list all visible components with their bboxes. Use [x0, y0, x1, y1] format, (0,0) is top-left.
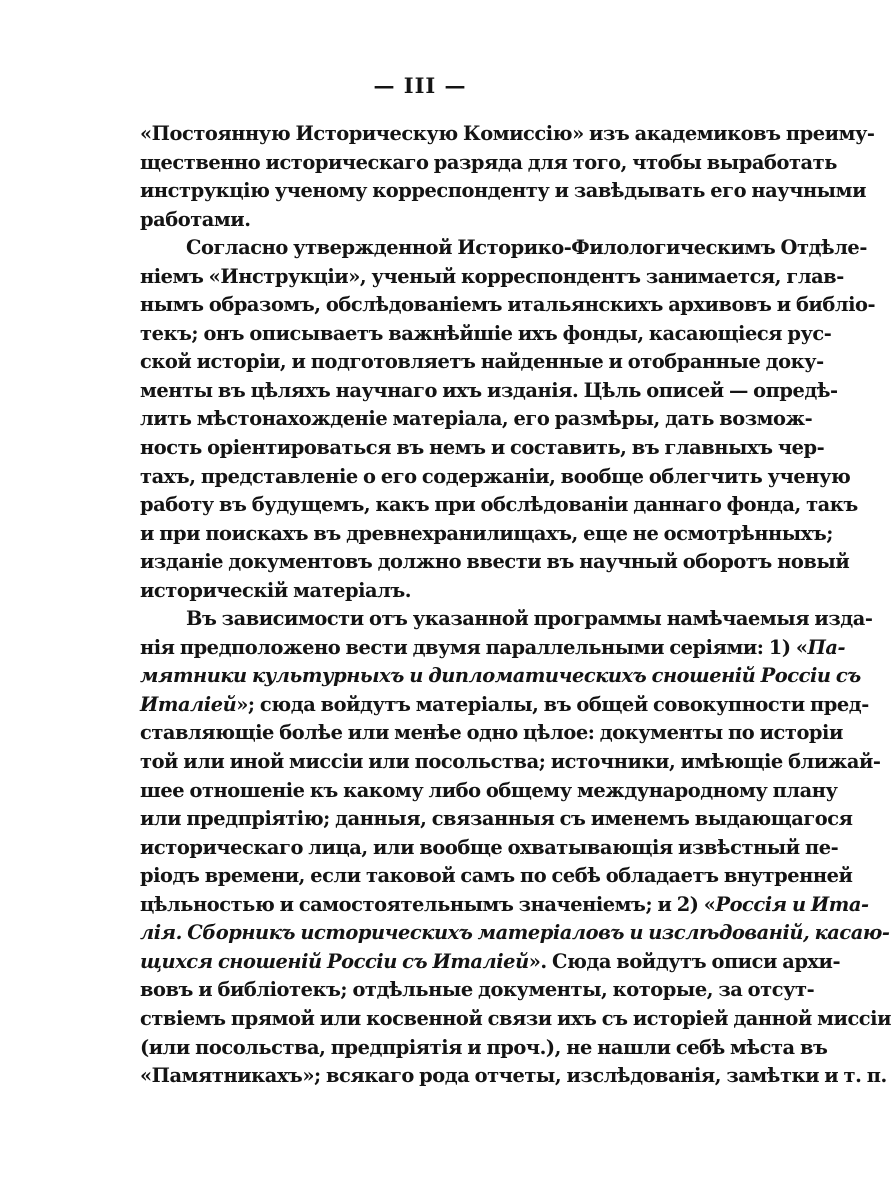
text-line: Согласно утвержденной Историко-Филологическимъ Отдѣле-: [186, 236, 867, 260]
text-line: Въ зависимости отъ указанной программы намѣчаемыя изда-: [186, 607, 873, 631]
text-line: тахъ, представленіе о его содержаніи, вообще облегчить ученую: [140, 464, 851, 488]
text-line: изданіе документовъ должно ввести въ научный оборотъ новый: [140, 550, 850, 574]
text-line: цѣльностью и самостоятельнымъ значеніемъ; и 2) «Россія и Ита-: [140, 892, 869, 916]
text-line: работу въ будущемъ, какъ при обслѣдованіи даннаго фонда, такъ: [140, 493, 858, 517]
text-line: (или посольства, предпріятія и проч.), не нашли себѣ мѣста въ: [140, 1035, 828, 1059]
body-text: [140, 120, 891, 1091]
text-line: ніемъ «Инструкціи», ученый корреспондентъ занимается, глав-: [140, 264, 844, 288]
text-line: ность оріентироваться въ немъ и составить, въ главныхъ чер-: [140, 436, 825, 460]
text-line: менты въ цѣляхъ научнаго ихъ изданія. Цѣль описей — опредѣ-: [140, 378, 838, 402]
text-line: нія предположено вести двумя параллельными серіями: 1) «Па-: [140, 635, 846, 659]
text-line: текъ; онъ описываетъ важнѣйшіе ихъ фонды, касающіеся рус-: [140, 321, 832, 345]
text-line: и при поискахъ въ древнехранилищахъ, еще не осмотрѣнныхъ;: [140, 521, 833, 545]
text-line: щественно историческаго разряда для того, чтобы выработать: [140, 150, 837, 174]
text-line: шее отношеніе къ какому либо общему международному плану: [140, 778, 838, 802]
text-line: работами.: [140, 207, 251, 231]
page-number: — III —: [373, 73, 467, 98]
text-line: ставляющіе болѣе или менѣе одно цѣлое: документы по исторіи: [140, 721, 843, 745]
text-line: лить мѣстонахожденіе матеріала, его размѣры, дать возмож-: [140, 407, 813, 431]
text-line: нымъ образомъ, обслѣдованіемъ итальянскихъ архивовъ и библіо-: [140, 293, 876, 317]
text-line: «Памятникахъ»; всякаго рода отчеты, изслѣдованія, замѣтки и т. п.: [140, 1064, 887, 1088]
text-line: ствіемъ прямой или косвенной связи ихъ съ исторіей данной миссіи: [140, 1006, 891, 1030]
text-line: «Постоянную Историческую Комиссію» изъ академиковъ преиму-: [140, 122, 875, 145]
text-line: или предпріятію; данныя, связанныя съ именемъ выдающагося: [140, 807, 853, 831]
text-line: Италіей»; сюда войдутъ матеріалы, въ общей совокупности пред-: [140, 692, 869, 716]
text-line: историческаго лица, или вообще охватывающія извѣстный пе-: [140, 835, 839, 859]
text-line: ской исторіи, и подготовляетъ найденные и отобранные доку-: [140, 350, 824, 374]
text-line: той или иной миссіи или посольства; источники, имѣющіе ближай-: [140, 750, 881, 774]
text-line: историческій матеріалъ.: [140, 578, 412, 602]
text-line: вовъ и библіотекъ; отдѣльные документы, которые, за отсут-: [140, 978, 815, 1002]
text-line: инструкцію ученому корреспонденту и завѣдывать его научными: [140, 179, 866, 203]
text-line: щихся сношеній Россіи съ Италіей». Сюда войдутъ описи архи-: [140, 949, 841, 973]
text-line: лія. Сборникъ историческихъ матеріаловъ и изслѣдованій, касаю-: [140, 921, 890, 945]
text-line: ріодъ времени, если таковой самъ по себѣ обладаетъ внутренней: [140, 864, 853, 888]
text-line: мятники культурныхъ и дипломатическихъ сношеній Россіи съ: [140, 664, 861, 688]
